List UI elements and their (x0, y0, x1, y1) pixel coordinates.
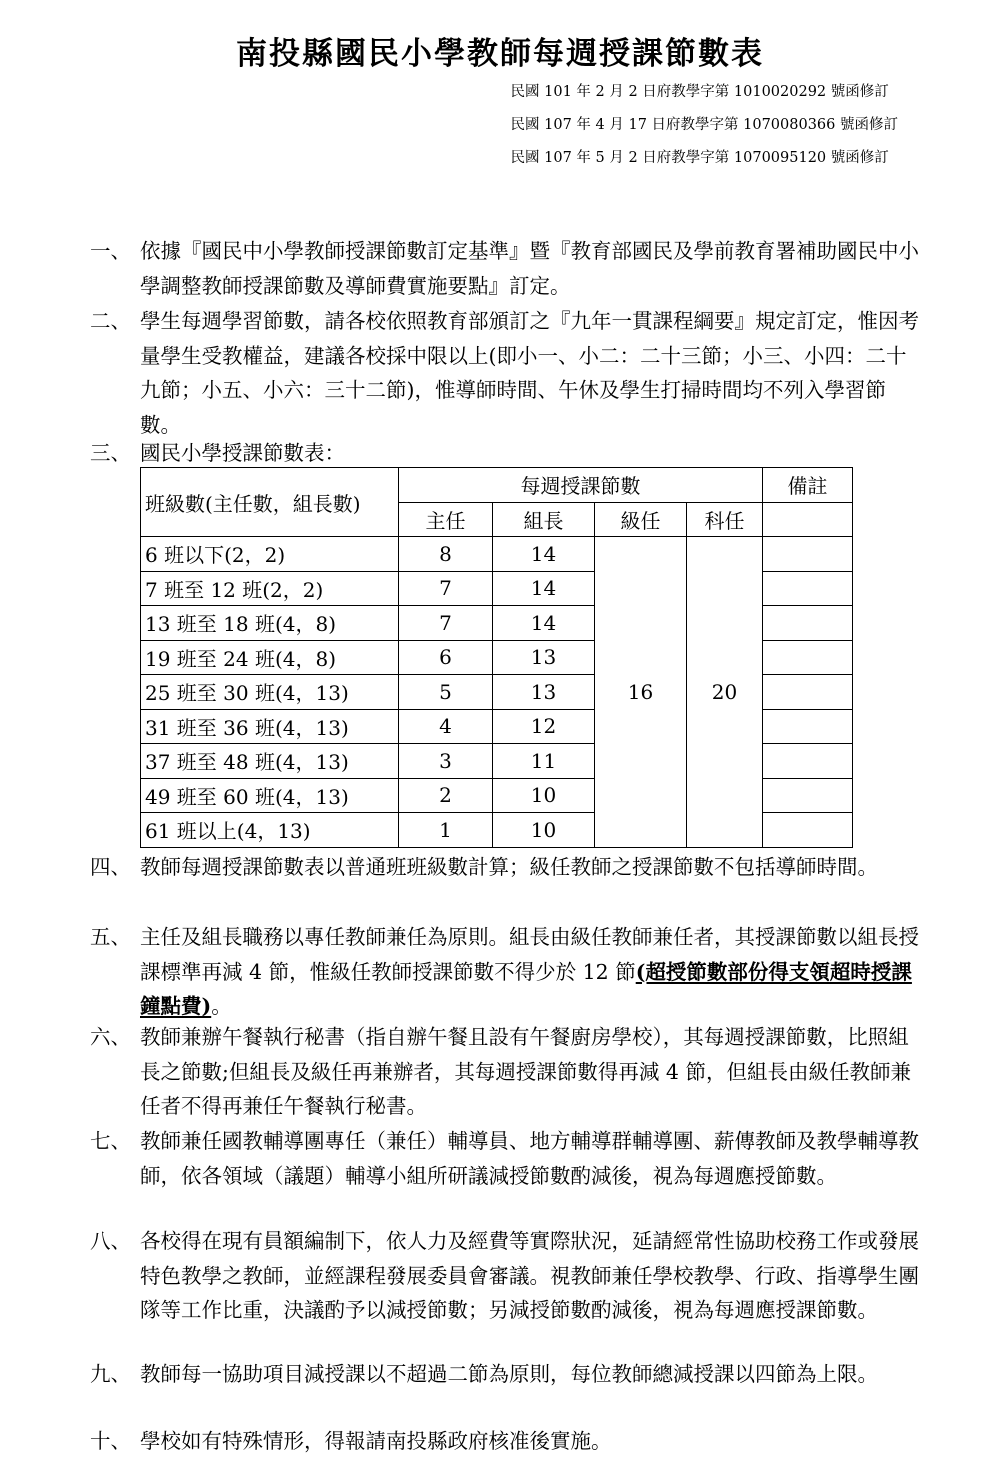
note-cell (763, 778, 853, 813)
revision-note: 民國 107 年 5 月 2 日府教學字第 1070095120 號函修訂 (510, 150, 889, 166)
clause-7 (90, 1124, 920, 1193)
director-hours: 7 (399, 571, 493, 606)
class-range: 37 班至 48 班(4，13) (141, 744, 399, 779)
clause-3 (90, 436, 920, 471)
clause-text-part: 。 (211, 994, 232, 1018)
note-cell (763, 502, 853, 537)
leader-hours: 13 (493, 640, 595, 675)
clause-number: 三、 (90, 441, 131, 465)
note-cell (763, 744, 853, 779)
clause-number: 七、 (90, 1129, 131, 1153)
note-cell (763, 709, 853, 744)
clause-text: 教師每一協助項目減授課以不超過二節為原則，每位教師總減授課以四節為上限。 (140, 1362, 878, 1386)
clause-text-part: 主任及組長職務以專任教師兼任為原則。組長由級任教師兼任者，其授課節數以組長授課標準再減 4 節，惟級任教師授課節數不得少於 12 節 (140, 925, 919, 984)
clause-1 (90, 234, 920, 303)
teaching-hours-table (140, 467, 853, 848)
clause-number: 五、 (90, 925, 131, 949)
director-hours: 7 (399, 606, 493, 641)
homeroom-hours: 16 (595, 537, 687, 848)
revision-notes (511, 82, 898, 181)
clause-number: 六、 (90, 1025, 131, 1049)
clause-text: 教師兼辦午餐執行秘書（指自辦午餐且設有午餐廚房學校），其每週授課節數，比照組長之節數;但組長及級任再兼辦者，其每週授課節數得再減 4 節，但組長由級任教師兼任者不得再兼任午餐執行秘書。 (140, 1025, 911, 1118)
header-weekly-hours: 每週授課節數 (399, 468, 763, 503)
header-subject: 科任 (687, 502, 763, 537)
leader-hours: 12 (493, 709, 595, 744)
clause-text: 依據『國民中小學教師授課節數訂定基準』暨『教育部國民及學前教育署補助國民中小學調整教師授課節數及導師費實施要點』訂定。 (140, 239, 919, 298)
clause-number: 一、 (90, 239, 131, 263)
clause-text: 國民小學授課節數表： (140, 441, 345, 465)
clause-number: 二、 (90, 309, 131, 333)
note-cell (763, 813, 853, 848)
clause-6 (90, 1020, 920, 1124)
clause-8 (90, 1224, 920, 1328)
director-hours: 8 (399, 537, 493, 572)
leader-hours: 14 (493, 571, 595, 606)
leader-hours: 10 (493, 813, 595, 848)
class-range: 31 班至 36 班(4，13) (141, 709, 399, 744)
clause-number: 十、 (90, 1429, 131, 1453)
clause-2 (90, 304, 920, 442)
table-row (141, 537, 853, 572)
clause-number: 八、 (90, 1229, 131, 1253)
note-cell (763, 537, 853, 572)
class-range: 25 班至 30 班(4，13) (141, 675, 399, 710)
subject-hours: 20 (687, 537, 763, 848)
director-hours: 6 (399, 640, 493, 675)
class-range: 6 班以下(2，2) (141, 537, 399, 572)
director-hours: 3 (399, 744, 493, 779)
clause-text: 教師每週授課節數表以普通班班級數計算；級任教師之授課節數不包括導師時間。 (140, 855, 878, 879)
note-cell (763, 640, 853, 675)
clause-number: 四、 (90, 855, 131, 879)
clause-10 (90, 1424, 920, 1459)
note-cell (763, 571, 853, 606)
header-note: 備註 (763, 468, 853, 503)
leader-hours: 10 (493, 778, 595, 813)
clause-text: 教師兼任國教輔導團專任（兼任）輔導員、地方輔導群輔導團、薪傳教師及教學輔導教師，依各領域（議題）輔導小組所研議減授節數酌減後，視為每週應授節數。 (140, 1129, 919, 1188)
overtime-pay-note: (超授節數部份得支領超時授課鐘點費) (140, 959, 912, 1018)
note-cell (763, 675, 853, 710)
class-range: 19 班至 24 班(4，8) (141, 640, 399, 675)
leader-hours: 14 (493, 537, 595, 572)
clause-number: 九、 (90, 1362, 131, 1386)
note-cell (763, 606, 853, 641)
director-hours: 1 (399, 813, 493, 848)
class-range: 49 班至 60 班(4，13) (141, 778, 399, 813)
director-hours: 5 (399, 675, 493, 710)
header-leader: 組長 (493, 502, 595, 537)
director-hours: 4 (399, 709, 493, 744)
class-range: 61 班以上(4，13) (141, 813, 399, 848)
clause-text: 各校得在現有員額編制下，依人力及經費等實際狀況，延請經常性協助校務工作或發展特色教學之教師，並經課程發展委員會審議。視教師兼任學校教學、行政、指導學生團隊等工作比重，決議酌予以減授節數；另減授節數酌減後，視為每週應授課節數。 (140, 1229, 919, 1322)
leader-hours: 13 (493, 675, 595, 710)
clause-4 (90, 850, 920, 885)
clause-5 (90, 920, 920, 1024)
clause-text: 學校如有特殊情形，得報請南投縣政府核准後實施。 (140, 1429, 612, 1453)
clause-text: 學生每週學習節數，請各校依照教育部頒訂之『九年一貫課程綱要』規定訂定，惟因考量學生受教權益，建議各校採中限以上(即小一、小二：二十三節；小三、小四：二十九節；小五、小六：三十二節)，惟導師時間、午休及學生打掃時間均不列入學習節數。 (140, 309, 919, 437)
header-director: 主任 (399, 502, 493, 537)
director-hours: 2 (399, 778, 493, 813)
class-range: 13 班至 18 班(4，8) (141, 606, 399, 641)
class-range: 7 班至 12 班(2，2) (141, 571, 399, 606)
revision-note: 民國 101 年 2 月 2 日府教學字第 1010020292 號函修訂 (510, 84, 889, 100)
leader-hours: 11 (493, 744, 595, 779)
clause-text (140, 920, 920, 1024)
header-homeroom: 級任 (595, 502, 687, 537)
header-class-count: 班級數(主任數，組長數) (141, 468, 399, 537)
page-title: 南投縣國民小學教師每週授課節數表 (236, 36, 764, 72)
leader-hours: 14 (493, 606, 595, 641)
revision-note: 民國 107 年 4 月 17 日府教學字第 1070080366 號函修訂 (510, 117, 898, 133)
clause-9 (90, 1357, 920, 1392)
